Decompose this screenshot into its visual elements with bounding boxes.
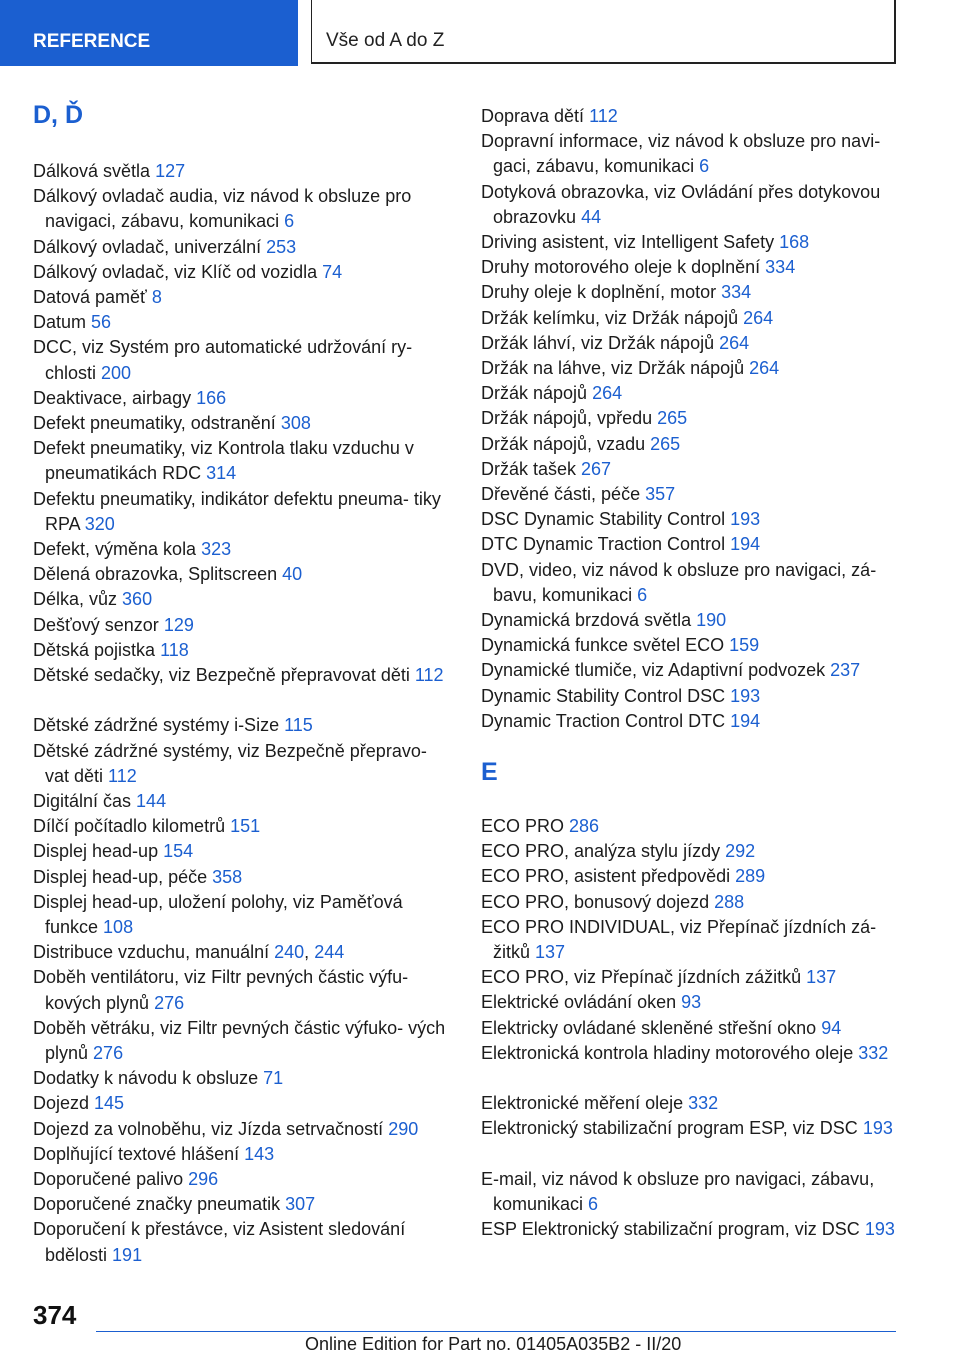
page-title: Vše od A do Z (326, 30, 445, 51)
index-entry (481, 280, 901, 305)
page-reference-link[interactable]: 237 (830, 660, 861, 681)
page-reference-link[interactable]: 193 (730, 685, 761, 706)
index-entry-text: Deaktivace, airbagy (33, 387, 197, 408)
index-entry (33, 411, 453, 436)
index-entry (481, 633, 901, 658)
index-entry-text: Dynamická brzdová světla (481, 610, 697, 630)
footer-rule (96, 1331, 896, 1332)
page-reference-link[interactable]: 93 (681, 992, 702, 1013)
index-entry-text: DVD, video, viz návod k obsluze pro navigaci, zá- bavu, komunikaci (481, 559, 877, 605)
page-reference-link[interactable]: 296 (188, 1169, 219, 1189)
index-entry-text: ESP Elektronický stabilizační program, viz DSC (481, 1219, 865, 1240)
page-reference-link[interactable]: 159 (729, 635, 760, 656)
page-reference-link[interactable]: 193 (864, 1219, 895, 1240)
page-reference-link[interactable]: 193 (862, 1118, 893, 1139)
index-entry-text: Dešťový senzor (33, 614, 164, 635)
index-entry-text: E-mail, viz návod k obsluze pro navigaci, zábavu, komunikaci (481, 1168, 875, 1214)
index-entry (481, 306, 901, 331)
section-label: REFERENCE (33, 31, 151, 52)
index-entry (33, 1117, 453, 1142)
index-letter-e: E (481, 758, 498, 786)
page-reference-link[interactable]: 193 (730, 509, 761, 530)
index-entry-text: Držák tašek (481, 458, 582, 479)
index-entry-text: Doběh ventilátoru, viz Filtr pevných částic výfu- kových plynů (33, 967, 409, 1013)
index-entry-text: ECO PRO (481, 816, 570, 836)
index-entry (33, 739, 453, 789)
page-reference-link[interactable]: 289 (735, 866, 766, 887)
page-title-box (311, 0, 896, 64)
page-reference-link[interactable]: 332 (858, 1042, 889, 1063)
index-entry (481, 255, 901, 280)
page-reference-link[interactable]: 308 (280, 413, 311, 433)
index-entry-text: Dřevěné části, péče (481, 484, 646, 504)
index-entry-text: DCC, viz Systém pro automatické udržování ry- chlosti (33, 337, 413, 383)
index-entry-text: Dojezd za volnoběhu, viz Jízda setrvačností (33, 1118, 389, 1139)
index-entry (33, 789, 453, 814)
index-entry (33, 663, 453, 688)
index-entry (481, 814, 901, 839)
index-entry (33, 1016, 453, 1066)
page-reference-link[interactable]: 265 (657, 408, 688, 429)
page-reference-link[interactable]: 276 (93, 1043, 124, 1063)
index-entry (33, 865, 453, 890)
page-reference-link[interactable]: 71 (263, 1068, 284, 1089)
index-entry (33, 713, 453, 738)
index-entry (481, 684, 901, 709)
page-reference-link[interactable]: 112 (589, 106, 618, 126)
page-reference-link[interactable]: 56 (91, 312, 112, 333)
index-entry-text: Elektronický stabilizační program ESP, viz DSC (481, 1118, 863, 1139)
index-entry-text: Dynamic Traction Control DTC (481, 710, 731, 731)
index-entry (481, 839, 901, 864)
index-entry-text: Dětské zádržné systémy, viz Bezpečně přepravo- vat děti (33, 740, 427, 786)
index-entry-text: Dělená obrazovka, Splitscreen (33, 564, 283, 585)
index-entry (481, 406, 901, 431)
index-entry-text: Elektricky ovládané skleněné střešní okno (481, 1017, 822, 1038)
index-entry-text: Držák na láhve, viz Držák nápojů (481, 358, 750, 378)
page-reference-link[interactable]: 6 (284, 211, 295, 232)
page-reference-link[interactable]: 6 (699, 156, 710, 177)
page-reference-link[interactable]: 314 (206, 463, 237, 484)
index-entry (33, 890, 453, 940)
index-entry-text: Dětské sedačky, viz Bezpečně přepravovat děti (33, 665, 415, 685)
index-entry-text: Dynamic Stability Control DSC (481, 685, 731, 706)
index-entry-text: Defekt pneumatiky, odstranění (33, 413, 281, 433)
page-reference-link[interactable]: 118 (160, 639, 189, 660)
index-entry (33, 1066, 453, 1091)
index-entry-text: Držák kelímku, viz Držák nápojů (481, 307, 744, 328)
page-reference-link[interactable]: 253 (266, 236, 297, 257)
page-reference-link[interactable]: 264 (749, 358, 780, 378)
index-entry-text: Elektrické ovládání oken (481, 992, 682, 1013)
page-reference-link[interactable]: 200 (101, 362, 132, 383)
index-entry-text: Dynamická funkce světel ECO (481, 635, 730, 656)
index-entry-text: Druhy oleje k doplnění, motor (481, 282, 722, 303)
index-entry (481, 709, 901, 734)
index-entry (481, 608, 901, 633)
index-entry (33, 613, 453, 638)
index-letter-d: D, Ď (33, 101, 83, 129)
index-entry-text: Držák nápojů, vzadu (481, 433, 651, 454)
index-entry (33, 839, 453, 864)
index-entry (481, 482, 901, 507)
index-entry-text: Displej head-up (33, 841, 164, 862)
index-entry-text: Držák nápojů (481, 383, 593, 404)
index-entry (481, 230, 901, 255)
index-entry-text: DTC Dynamic Traction Control (481, 534, 731, 555)
index-entry-text: Dílčí počítadlo kilometrů (33, 816, 231, 837)
page-reference-link[interactable]: 358 (212, 866, 243, 887)
page-reference-link[interactable]: 240 (274, 942, 305, 963)
index-entry (33, 1167, 453, 1192)
index-entry (33, 1142, 453, 1167)
page-reference-link[interactable]: 323 (201, 539, 232, 559)
page-reference-link[interactable]: 108 (103, 917, 134, 937)
page-reference-link[interactable]: 115 (284, 715, 313, 736)
index-entry-text: Digitální čas (33, 791, 137, 811)
page-reference-link[interactable]: 143 (244, 1143, 275, 1164)
page-reference-link[interactable]: 190 (696, 610, 727, 630)
index-entry-text: ECO PRO, bonusový dojezd (481, 891, 715, 912)
page-reference-link[interactable]: 264 (592, 383, 623, 404)
page-reference-link[interactable]: 154 (163, 841, 194, 862)
index-entry-text: Defekt pneumatiky, viz Kontrola tlaku vzduchu v pneumatikách RDC (33, 438, 414, 484)
page-number: 374 (33, 1300, 77, 1330)
page-reference-link[interactable]: 191 (112, 1244, 143, 1265)
index-entry: Distribuce vzduchu, manuální 240, 244 (33, 942, 345, 963)
index-entry (33, 965, 453, 1015)
index-entry-text: Držák nápojů, vpředu (481, 408, 658, 429)
index-entry-text: Dodatky k návodu k obsluze (33, 1068, 264, 1089)
index-entry-text: Doporučení k přestávce, viz Asistent sledování bdělosti (33, 1219, 406, 1265)
index-entry (33, 1091, 453, 1116)
index-entry (481, 532, 901, 557)
index-entry (33, 159, 453, 184)
index-entry (481, 381, 901, 406)
index-entry (481, 129, 901, 179)
index-entry-text: Distribuce vzduchu, manuální (33, 942, 275, 963)
index-entry-text: Defektu pneumatiky, indikátor defektu pneuma- tiky RPA (33, 488, 441, 534)
page-reference-link[interactable]: 334 (765, 257, 796, 278)
index-entry (33, 587, 453, 612)
index-entry-text: ECO PRO, viz Přepínač jízdních zážitků (481, 967, 807, 988)
page-reference-link[interactable]: 168 (779, 232, 810, 252)
index-entry-text: Dětské zádržné systémy i-Size (33, 715, 285, 736)
page-reference-link[interactable]: 264 (743, 307, 774, 328)
page-reference-link[interactable]: 244 (314, 942, 345, 963)
page-reference-link[interactable]: 288 (714, 891, 745, 912)
page-reference-link[interactable]: 267 (581, 458, 612, 479)
index-entry-text: Dynamické tlumiče, viz Adaptivní podvozek (481, 660, 831, 681)
page-reference-link[interactable]: 137 (535, 942, 566, 962)
index-entry (481, 965, 901, 990)
index-entry-text: Držák láhví, viz Držák nápojů (481, 332, 720, 353)
index-entry (33, 562, 453, 587)
page-reference-link[interactable]: 360 (122, 589, 153, 610)
index-entry (33, 335, 453, 385)
index-entry-text: Dálková světla (33, 161, 156, 181)
page-reference-link[interactable]: 320 (84, 513, 115, 534)
index-entry (481, 1217, 901, 1242)
index-entry-text: Doporučené značky pneumatik (33, 1194, 286, 1215)
index-entry-text: DSC Dynamic Stability Control (481, 509, 731, 530)
page-reference-link[interactable]: 44 (581, 206, 602, 227)
page-reference-link[interactable]: 6 (588, 1194, 599, 1214)
index-entry (481, 432, 901, 457)
page-reference-link[interactable]: 6 (637, 584, 648, 605)
index-entry (33, 260, 453, 285)
index-entry (481, 180, 901, 230)
index-entry (33, 814, 453, 839)
index-entry-text: Elektronická kontrola hladiny motorového oleje (481, 1042, 859, 1063)
index-entry-text: Dálkový ovladač audia, viz návod k obsluze pro navigaci, zábavu, komunikaci (33, 186, 412, 232)
index-entry (33, 235, 453, 260)
index-entry (481, 457, 901, 482)
index-entry-text: Displej head-up, uložení polohy, viz Paměťová funkce (33, 891, 403, 937)
index-entry (481, 356, 901, 381)
page-reference-link[interactable]: 276 (154, 992, 185, 1013)
index-entry (481, 1091, 901, 1116)
index-entry (481, 990, 901, 1015)
page-reference-link[interactable]: 292 (725, 841, 756, 862)
page-reference-link[interactable]: 137 (806, 967, 837, 988)
index-entry (481, 507, 901, 532)
index-entry-text: Délka, vůz (33, 589, 123, 610)
page-reference-link[interactable]: 264 (719, 332, 750, 353)
index-entry (481, 864, 901, 889)
index-entry-text: Doplňující textové hlášení (33, 1143, 245, 1164)
index-entry-text: ECO PRO, analýza stylu jízdy (481, 841, 726, 862)
page-reference-link[interactable]: 145 (94, 1093, 125, 1114)
page-reference-link[interactable]: 112 (414, 665, 444, 685)
index-entry (33, 386, 453, 411)
index-entry (481, 658, 901, 683)
index-entry (481, 331, 901, 356)
index-entry (481, 1016, 901, 1041)
page-reference-link[interactable]: 8 (151, 287, 162, 307)
index-entry (481, 915, 901, 965)
page-reference-link[interactable]: 74 (322, 261, 343, 282)
page-reference-link[interactable]: 357 (645, 484, 676, 504)
index-entry (481, 558, 901, 608)
index-entry-text: Elektronické měření oleje (481, 1093, 689, 1114)
index-entry-text: Displej head-up, péče (33, 866, 213, 887)
page-reference-link[interactable]: 194 (730, 710, 761, 731)
page-reference-link[interactable]: 127 (155, 161, 186, 181)
index-entry-text: Druhy motorového oleje k doplnění (481, 257, 766, 278)
index-entry-text: Datum (33, 312, 92, 333)
index-entry-text: Dojezd (33, 1093, 95, 1114)
index-entry-text: Doporučené palivo (33, 1169, 189, 1189)
index-entry-text: Dálkový ovladač, univerzální (33, 236, 267, 257)
index-entry-text: Driving asistent, viz Intelligent Safety (481, 232, 780, 252)
index-entry (33, 1217, 453, 1267)
index-entry (481, 1041, 901, 1066)
index-entry-text: Datová paměť (33, 287, 152, 307)
page-reference-link[interactable]: 332 (688, 1093, 719, 1114)
index-entry (481, 1167, 901, 1217)
index-entry-text: Defekt, výměna kola (33, 539, 202, 559)
index-entry (481, 890, 901, 915)
index-entry-text: Dětská pojistka (33, 639, 161, 660)
section-tab (0, 0, 298, 66)
index-entry (33, 537, 453, 562)
index-entry (33, 285, 453, 310)
index-entry-text: Doprava dětí (481, 106, 590, 126)
page-reference-link[interactable]: 265 (650, 433, 681, 454)
index-entry-text: ECO PRO INDIVIDUAL, viz Přepínač jízdních zá- žitků (481, 916, 877, 962)
page-reference-link[interactable]: 144 (136, 791, 167, 811)
index-entry-text: Dotyková obrazovka, viz Ovládání přes dotykovou obrazovku (481, 181, 881, 227)
index-entry-text: Doběh větráku, viz Filtr pevných částic výfuko- vých plynů (33, 1017, 446, 1063)
page-reference-link[interactable]: 334 (721, 282, 752, 303)
index-entry-text: Dopravní informace, viz návod k obsluze pro navi- gaci, zábavu, komunikaci (481, 131, 881, 177)
page-reference-link[interactable]: 166 (196, 387, 227, 408)
page-reference-link[interactable]: 112 (108, 765, 137, 786)
index-entry (481, 104, 901, 129)
page-reference-link[interactable]: 94 (821, 1017, 842, 1038)
page-reference-link[interactable]: 129 (163, 614, 194, 635)
index-entry (33, 1192, 453, 1217)
page-reference-link[interactable]: 286 (569, 816, 600, 836)
footer-edition: Online Edition for Part no. 01405A035B2 - II/20 (305, 1334, 682, 1354)
index-entry-text: Dálkový ovladač, viz Klíč od vozidla (33, 261, 323, 282)
page-reference-link[interactable]: 151 (230, 816, 261, 837)
index-entry (481, 1116, 901, 1141)
page-reference-link[interactable]: 194 (730, 534, 761, 555)
index-entry (33, 310, 453, 335)
index-entry (33, 184, 453, 234)
page-reference-link[interactable]: 290 (388, 1118, 419, 1139)
page-reference-link[interactable]: 307 (285, 1194, 316, 1215)
index-entry (33, 436, 453, 486)
index-entry-text: ECO PRO, asistent předpovědi (481, 866, 736, 887)
index-entry (33, 487, 453, 537)
index-entry (33, 638, 453, 663)
page-reference-link[interactable]: 40 (282, 564, 303, 585)
